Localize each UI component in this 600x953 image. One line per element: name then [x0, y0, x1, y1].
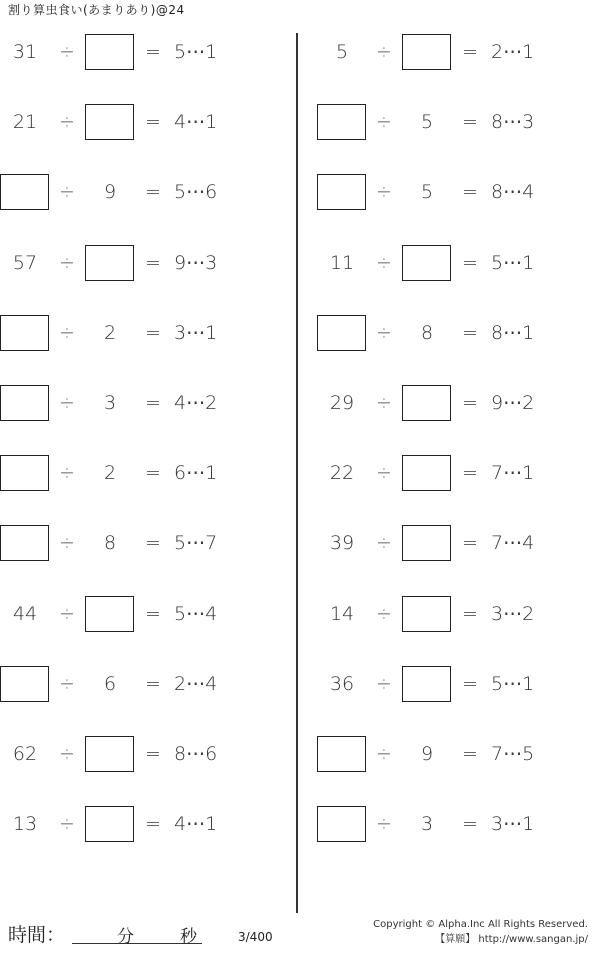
divisor: 8	[103, 532, 117, 555]
answer-box[interactable]	[85, 596, 134, 632]
result: 5⋯7	[174, 532, 218, 555]
result: 5⋯1	[174, 41, 218, 63]
divide-sign: ÷	[376, 251, 392, 274]
equals-sign: =	[145, 111, 161, 134]
result: 3⋯2	[491, 602, 535, 625]
seconds-label: 秒	[180, 927, 197, 947]
result: 8⋯4	[491, 181, 535, 204]
problem-row	[317, 385, 600, 421]
divisor: 5	[420, 181, 434, 204]
divide-sign: ÷	[376, 532, 392, 555]
answer-box[interactable]	[0, 315, 49, 351]
problem-row	[317, 736, 600, 772]
dividend: 62	[12, 743, 38, 765]
problem-row	[0, 666, 300, 702]
equals-sign: =	[462, 462, 478, 485]
result: 3⋯1	[491, 813, 535, 836]
result: 6⋯1	[174, 462, 218, 485]
equals-sign: =	[145, 672, 161, 695]
problem-row	[317, 596, 600, 632]
divide-sign: ÷	[59, 743, 75, 765]
equals-sign: =	[462, 111, 478, 134]
equals-sign: =	[462, 602, 478, 625]
divide-sign: ÷	[59, 462, 75, 485]
equals-sign: =	[145, 602, 161, 625]
answer-box[interactable]	[317, 315, 366, 351]
divide-sign: ÷	[376, 321, 392, 344]
page-number: 3/400	[238, 930, 273, 944]
answer-box[interactable]	[85, 104, 134, 140]
divide-sign: ÷	[59, 111, 75, 134]
copyright-text: Copyright © Alpha.Inc All Rights Reserved.	[373, 919, 588, 930]
divisor: 3	[420, 813, 434, 836]
answer-box[interactable]	[0, 525, 49, 561]
result: 5⋯4	[174, 602, 218, 625]
divisor: 5	[420, 111, 434, 134]
divisor: 9	[420, 743, 434, 765]
copyright-block	[373, 917, 588, 947]
result: 9⋯3	[174, 251, 218, 274]
dividend: 5	[335, 41, 349, 63]
dividend: 13	[12, 813, 38, 836]
dividend: 22	[329, 462, 355, 485]
divide-sign: ÷	[376, 743, 392, 765]
minutes-label: 分	[117, 927, 134, 947]
divisor: 8	[420, 321, 434, 344]
problem-row	[317, 315, 600, 351]
divide-sign: ÷	[59, 813, 75, 836]
answer-box[interactable]	[0, 455, 49, 491]
equals-sign: =	[145, 392, 161, 414]
answer-box[interactable]	[402, 245, 451, 281]
problem-row	[317, 34, 600, 70]
divide-sign: ÷	[59, 392, 75, 414]
result: 8⋯1	[491, 321, 535, 344]
divide-sign: ÷	[59, 321, 75, 344]
divisor: 2	[103, 321, 117, 344]
problem-row	[317, 455, 600, 491]
equals-sign: =	[462, 532, 478, 555]
answer-box[interactable]	[317, 174, 366, 210]
equals-sign: =	[462, 392, 478, 414]
divide-sign: ÷	[376, 462, 392, 485]
answer-box[interactable]	[0, 385, 49, 421]
answer-box[interactable]	[0, 174, 49, 210]
problem-row	[0, 245, 300, 281]
divide-sign: ÷	[376, 41, 392, 63]
dividend: 57	[12, 251, 38, 274]
problem-row	[317, 525, 600, 561]
problem-row	[317, 806, 600, 842]
answer-box[interactable]	[317, 736, 366, 772]
equals-sign: =	[462, 672, 478, 695]
answer-box[interactable]	[317, 104, 366, 140]
equals-sign: =	[145, 321, 161, 344]
divisor: 6	[103, 672, 117, 695]
result: 2⋯1	[491, 41, 535, 63]
divide-sign: ÷	[59, 532, 75, 555]
dividend: 29	[329, 392, 355, 414]
result: 4⋯2	[174, 392, 218, 414]
answer-box[interactable]	[85, 806, 134, 842]
site-url: 【算願】 http://www.sangan.jp/	[435, 934, 588, 945]
dividend: 11	[329, 251, 355, 274]
divisor: 9	[103, 181, 117, 204]
divisor: 3	[103, 392, 117, 414]
divide-sign: ÷	[376, 181, 392, 204]
problem-row	[0, 596, 300, 632]
divide-sign: ÷	[376, 602, 392, 625]
result: 9⋯2	[491, 392, 535, 414]
result: 7⋯1	[491, 462, 535, 485]
answer-box[interactable]	[85, 736, 134, 772]
result: 7⋯4	[491, 532, 535, 555]
answer-box[interactable]	[0, 666, 49, 702]
problem-row	[0, 104, 300, 140]
divide-sign: ÷	[59, 41, 75, 63]
divisor: 2	[103, 462, 117, 485]
result: 8⋯3	[491, 111, 535, 134]
equals-sign: =	[145, 813, 161, 836]
dividend: 44	[12, 602, 38, 625]
answer-box[interactable]	[402, 385, 451, 421]
problem-row	[317, 174, 600, 210]
result: 5⋯1	[491, 672, 535, 695]
equals-sign: =	[462, 251, 478, 274]
divide-sign: ÷	[59, 181, 75, 204]
dividend: 31	[12, 41, 38, 63]
answer-box[interactable]	[85, 34, 134, 70]
dividend: 36	[329, 672, 355, 695]
equals-sign: =	[145, 181, 161, 204]
equals-sign: =	[462, 743, 478, 765]
answer-box[interactable]	[402, 34, 451, 70]
answer-box[interactable]	[402, 455, 451, 491]
dividend: 39	[329, 532, 355, 555]
divide-sign: ÷	[59, 672, 75, 695]
result: 4⋯1	[174, 111, 218, 134]
equals-sign: =	[462, 813, 478, 836]
problem-row	[0, 315, 300, 351]
equals-sign: =	[462, 321, 478, 344]
result: 7⋯5	[491, 743, 535, 765]
equals-sign: =	[145, 41, 161, 63]
equals-sign: =	[145, 743, 161, 765]
answer-box[interactable]	[317, 806, 366, 842]
divide-sign: ÷	[376, 392, 392, 414]
problem-row	[0, 525, 300, 561]
answer-box[interactable]	[402, 525, 451, 561]
problem-row	[0, 806, 300, 842]
problem-row	[0, 174, 300, 210]
problem-row	[0, 34, 300, 70]
dividend: 14	[329, 602, 355, 625]
answer-box[interactable]	[402, 666, 451, 702]
result: 3⋯1	[174, 321, 218, 344]
problem-row	[0, 736, 300, 772]
divide-sign: ÷	[376, 813, 392, 836]
equals-sign: =	[462, 41, 478, 63]
divide-sign: ÷	[59, 602, 75, 625]
result: 2⋯4	[174, 672, 218, 695]
result: 8⋯6	[174, 743, 218, 765]
page-title: 割り算虫食い(あまりあり)@24	[8, 3, 185, 17]
equals-sign: =	[145, 462, 161, 485]
result: 4⋯1	[174, 813, 218, 836]
problem-row	[0, 385, 300, 421]
result: 5⋯1	[491, 251, 535, 274]
problem-row	[0, 455, 300, 491]
problem-row	[317, 104, 600, 140]
equals-sign: =	[145, 251, 161, 274]
problem-row	[317, 666, 600, 702]
divide-sign: ÷	[59, 251, 75, 274]
dividend: 21	[12, 111, 38, 134]
answer-box[interactable]	[85, 245, 134, 281]
problem-row	[317, 245, 600, 281]
equals-sign: =	[462, 181, 478, 204]
divide-sign: ÷	[376, 672, 392, 695]
result: 5⋯6	[174, 181, 218, 204]
time-label: 時間：	[8, 924, 66, 946]
divide-sign: ÷	[376, 111, 392, 134]
equals-sign: =	[145, 532, 161, 555]
answer-box[interactable]	[402, 596, 451, 632]
